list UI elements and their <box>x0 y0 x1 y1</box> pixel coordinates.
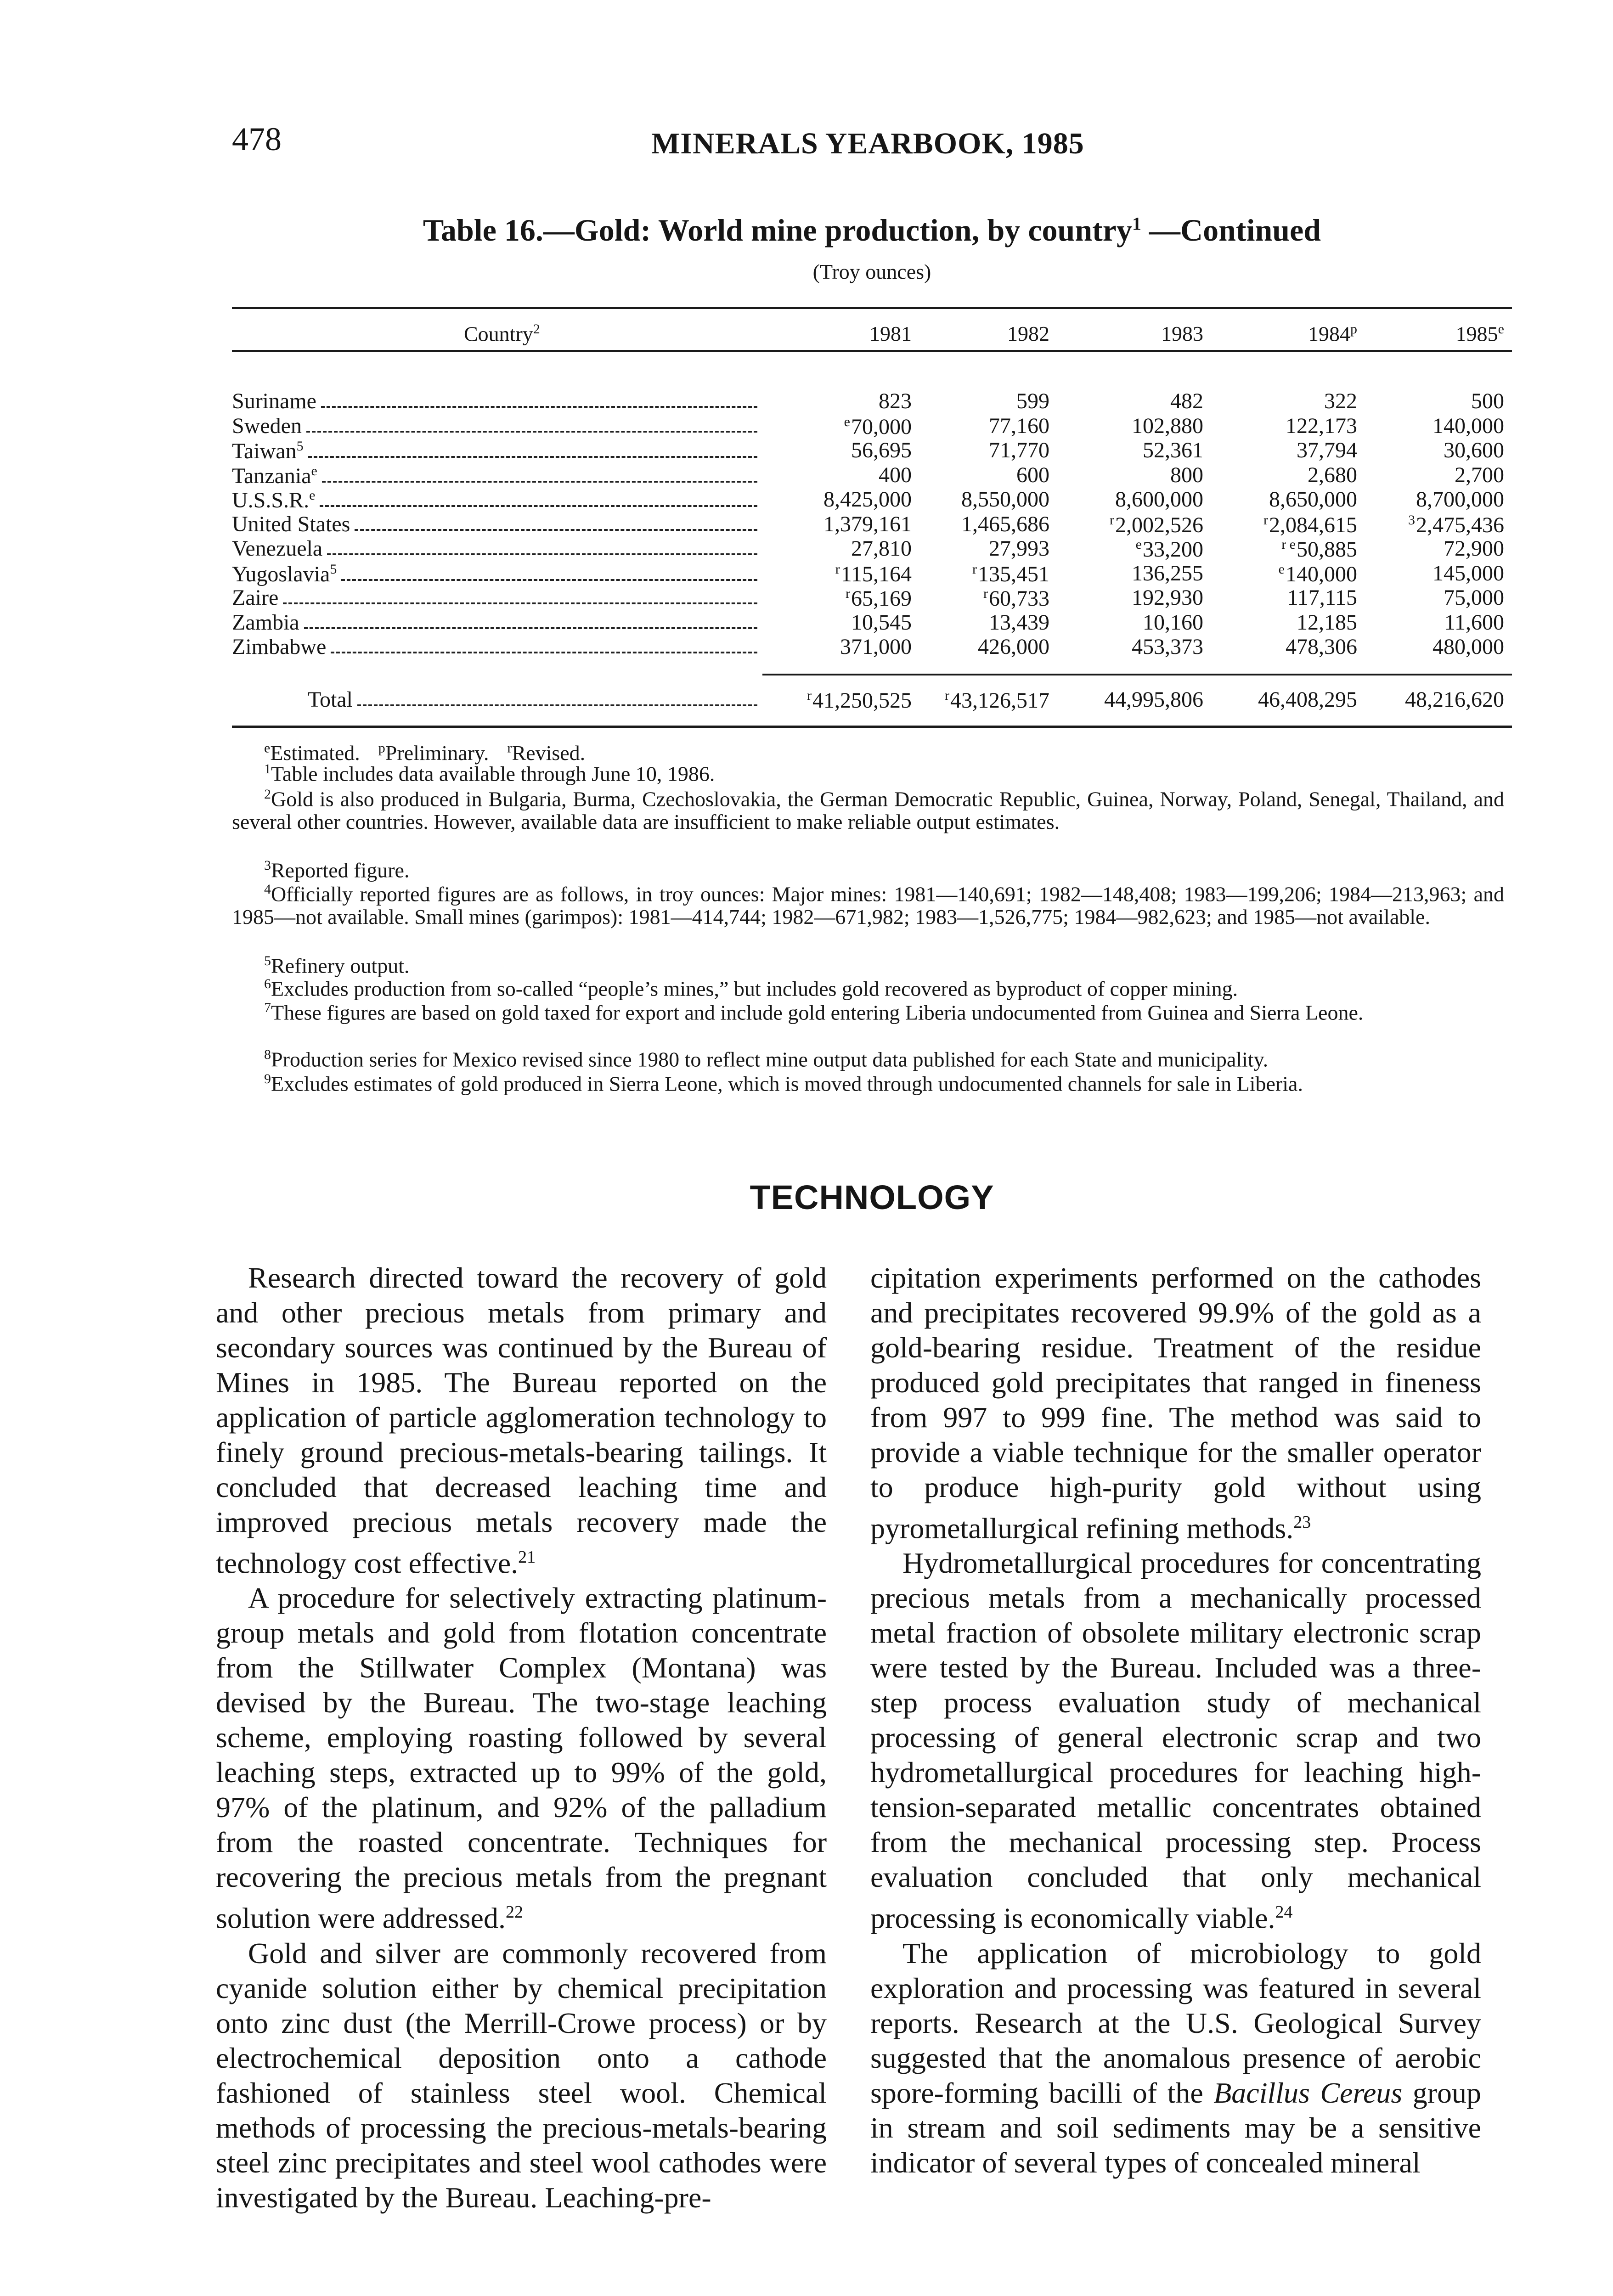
country-label <box>232 513 350 535</box>
cell-value: 27,810 <box>851 536 912 561</box>
table-cell-1985 <box>1385 439 1504 461</box>
table-cell-1982 <box>930 415 1049 437</box>
leader-dashes <box>341 579 757 581</box>
legend-text: Revised. <box>512 741 586 765</box>
table-cell-1985 <box>1385 689 1504 711</box>
page-number: 478 <box>232 121 282 158</box>
table-bottom-rule <box>232 726 1512 728</box>
country-name: Total <box>308 687 353 712</box>
footnote-text: Production series for Mexico revised since 1980 to reflect mine output data published for each State and municipality. <box>271 1047 1269 1071</box>
table-row-zimbabwe <box>232 636 760 658</box>
table-cell-1983 <box>1084 464 1203 486</box>
paragraph <box>870 1546 1481 1936</box>
cell-value: 8,600,000 <box>1115 487 1203 512</box>
table-cell-1981 <box>792 513 912 535</box>
footnote-mark: 4 <box>264 882 271 897</box>
year-header-note: p <box>1350 321 1357 337</box>
table-cell-1985 <box>1385 513 1504 536</box>
table-cell-1984 <box>1238 464 1357 486</box>
table-cell-1981 <box>792 636 912 658</box>
legend-mark: e <box>264 741 271 756</box>
table-cell-1985 <box>1385 587 1504 609</box>
cell-value: 8,550,000 <box>961 487 1049 512</box>
country-note: 5 <box>296 439 304 454</box>
leader-dashes <box>357 704 757 706</box>
cell-value: 44,995,806 <box>1104 687 1203 712</box>
table-cell-1982 <box>930 612 1049 634</box>
leader-dashes <box>306 431 757 433</box>
year-header-1984 <box>1265 321 1357 346</box>
year-header-note: e <box>1498 321 1504 337</box>
table-cell-1983 <box>1084 390 1203 412</box>
country-name: Zaire <box>232 585 279 610</box>
footnote-text: Officially reported figures are as follows, in troy ounces: Major mines: 1981—140,691; 1982—148,408; 1983—199,206; 1984—213,963; and 1985—not available. Small mines (garimpos): 1981—414,744; 1982—671,982; 1983—1,526,775; 1984—982,623; and 1985—not available. <box>232 882 1504 929</box>
year-header-1981 <box>820 321 912 346</box>
footnote-1 <box>232 758 1504 785</box>
cell-value: 43,126,517 <box>950 688 1049 713</box>
cell-value: 70,000 <box>851 415 912 439</box>
paragraph <box>216 1581 827 1936</box>
table-title-text: Table 16.—Gold: World mine production, by country <box>423 213 1132 248</box>
cell-value: 140,000 <box>1286 562 1357 586</box>
legend-text: Preliminary. <box>385 741 489 765</box>
cell-value: 37,794 <box>1297 438 1357 462</box>
table-cell-1982 <box>930 538 1049 560</box>
cell-value: 27,993 <box>989 536 1049 561</box>
cell-value: 8,425,000 <box>823 487 912 512</box>
leader-dashes <box>320 505 757 507</box>
year-header-label: 1985 <box>1455 322 1498 346</box>
cell-flag: r <box>972 562 977 577</box>
table-cell-1985 <box>1385 538 1504 560</box>
country-name: Tanzania <box>232 464 311 488</box>
table-cell-1981 <box>792 538 912 560</box>
footnote-text: Excludes estimates of gold produced in Sierra Leone, which is moved through undocumented channels for sale in Liberia. <box>271 1072 1303 1096</box>
cell-value: 2,475,436 <box>1416 513 1504 537</box>
table-total-rule <box>762 674 1512 675</box>
table-cell-1983 <box>1084 689 1203 711</box>
table-cell-1984 <box>1238 415 1357 437</box>
table-cell-1982 <box>930 439 1049 461</box>
table-cell-1982 <box>930 636 1049 658</box>
table-row-taiwan <box>232 439 760 462</box>
table-cell-1983 <box>1084 489 1203 511</box>
footnote-7 <box>232 996 1504 1024</box>
leader-dashes <box>321 406 757 408</box>
table-cell-1984 <box>1238 489 1357 511</box>
country-label <box>232 636 326 658</box>
cell-flag: e <box>1135 537 1142 552</box>
cell-value: 500 <box>1471 389 1504 413</box>
leader-dashes <box>308 456 757 458</box>
table-header-rule <box>232 350 1512 352</box>
footnote-text: These figures are based on gold taxed for export and include gold entering Liberia undocumented from Guinea and Sierra Leone. <box>271 1001 1364 1024</box>
table-row-united-states <box>232 513 760 535</box>
paragraph-text: group in stream and soil sediments may be a sensitive indicator of several types of concealed mineral <box>870 2076 1481 2179</box>
cell-flag: r <box>846 586 850 601</box>
country-name: Zambia <box>232 610 299 635</box>
leader-dashes <box>283 602 757 604</box>
cell-value: 453,373 <box>1132 635 1203 659</box>
footnote-text: Table includes data available through June 10, 1986. <box>271 762 715 786</box>
body-column-right <box>870 1261 1481 2180</box>
table-cell-1981 <box>792 563 912 585</box>
table-cell-1981 <box>792 464 912 486</box>
table-cell-1985 <box>1385 489 1504 511</box>
footnote-mark: 2 <box>264 787 271 802</box>
cell-value: 13,439 <box>989 610 1049 635</box>
table-cell-1985 <box>1385 612 1504 634</box>
table-row-venezuela <box>232 538 760 560</box>
footnote-mark: 1 <box>264 761 271 777</box>
country-name: Zimbabwe <box>232 635 327 659</box>
table-cell-1985 <box>1385 390 1504 412</box>
cell-value: 46,408,295 <box>1258 687 1357 712</box>
cell-value: 2,002,526 <box>1115 513 1203 537</box>
cell-value: 400 <box>879 463 912 487</box>
footnote-mark: 9 <box>264 1071 271 1086</box>
table-title-suffix: —Continued <box>1141 213 1321 248</box>
country-label <box>232 489 315 512</box>
running-title: MINERALS YEARBOOK, 1985 <box>651 127 1084 160</box>
cell-value: 60,733 <box>989 586 1049 611</box>
cell-flag: r <box>1263 512 1268 528</box>
table-cell-1981 <box>792 390 912 412</box>
cell-value: 823 <box>879 389 912 413</box>
table-row-zaire <box>232 587 760 609</box>
cell-value: 77,160 <box>989 414 1049 438</box>
cell-value: 2,700 <box>1455 463 1504 487</box>
section-heading: TECHNOLOGY <box>750 1178 994 1216</box>
cell-value: 75,000 <box>1444 585 1504 610</box>
reference-number: 22 <box>505 1902 523 1922</box>
cell-value: 48,216,620 <box>1405 687 1504 712</box>
year-header-1982 <box>958 321 1049 346</box>
paragraph-text: Gold and silver are commonly recovered from cyanide solution either by chemical precipitation onto zinc dust (the Merrill-Crowe process) or by electrochemical deposition onto a cathode fashioned of stainless steel wool. Chemical methods of processing the precious-metals-bearing steel zinc precipitates and steel wool cathodes were investigated by the Bureau. Leaching-pre- <box>216 1936 827 2214</box>
cell-value: 10,160 <box>1143 610 1203 635</box>
cell-value: 322 <box>1324 389 1357 413</box>
cell-value: 371,000 <box>840 635 912 659</box>
cell-value: 11,600 <box>1444 610 1504 635</box>
table-cell-1983 <box>1084 612 1203 634</box>
year-header-1983 <box>1111 321 1203 346</box>
footnote-mark: 8 <box>264 1047 271 1062</box>
table-cell-1984 <box>1238 538 1357 561</box>
leader-dashes <box>327 553 757 555</box>
cell-value: 480,000 <box>1433 635 1504 659</box>
country-column-header <box>464 321 540 346</box>
table-cell-1984 <box>1238 513 1357 536</box>
cell-value: 2,680 <box>1308 463 1357 487</box>
paragraph-text: The application of microbiology to gold exploration and processing was featured in several reports. Research at the U.S. Geological Survey suggested that the anomalous presence of aerobic spore-forming bacilli of the <box>870 1936 1481 2109</box>
country-name: Sweden <box>232 414 302 438</box>
country-label <box>232 415 302 437</box>
table-cell-1981 <box>792 415 912 438</box>
country-note: e <box>311 463 317 478</box>
legend-mark: p <box>378 741 385 756</box>
cell-value: 65,169 <box>851 586 912 611</box>
table-cell-1983 <box>1084 538 1203 561</box>
table-top-rule <box>232 307 1512 309</box>
paragraph <box>216 1261 827 1581</box>
country-label <box>232 612 299 634</box>
cell-flag: r <box>835 562 840 577</box>
country-name: Venezuela <box>232 536 323 561</box>
cell-value: 482 <box>1170 389 1203 413</box>
cell-value: 600 <box>1016 463 1049 487</box>
table-row-tanzania <box>232 464 760 487</box>
footnote-9 <box>232 1068 1504 1095</box>
country-label <box>232 390 316 412</box>
table-cell-1984 <box>1238 390 1357 412</box>
footnote-text: Refinery output. <box>271 954 410 978</box>
table-cell-1982 <box>930 587 1049 610</box>
table-cell-1984 <box>1238 587 1357 609</box>
table-cell-1983 <box>1084 563 1203 585</box>
leader-dashes <box>331 652 757 653</box>
cell-flag: r <box>807 688 812 703</box>
footnote-mark: 7 <box>264 1000 271 1015</box>
cell-value: 1,379,161 <box>823 512 912 536</box>
country-name: Suriname <box>232 389 316 413</box>
footnote-2 <box>232 783 1504 833</box>
table-cell-1985 <box>1385 563 1504 585</box>
paragraph-text: Hydrometallurgical procedures for concentrating precious metals from a mechanically processed metal fraction of obsolete military electronic scrap were tested by the Bureau. Included was a three-step process evaluation study of mechanical processing of general electronic scrap and two hydrometallurgical procedures for leaching high-tension-separated metallic concentrates obtained from the mechanical processing step. Process evaluation concluded that only mechanical processing is economically viable. <box>870 1547 1481 1935</box>
cell-value: 8,700,000 <box>1416 487 1504 512</box>
paragraph-italic: Bacillus Cereus <box>1213 2076 1403 2109</box>
cell-value: 52,361 <box>1143 438 1203 462</box>
reference-number: 21 <box>518 1548 536 1567</box>
cell-value: 10,545 <box>851 610 912 635</box>
table-row-u-s-s-r- <box>232 489 760 512</box>
paragraph-text: Research directed toward the recovery of gold and other precious metals from primary and secondary sources was continued by the Bureau of Mines in 1985. The Bureau reported on the application of particle agglomeration technology to finely ground precious-metals-bearing tailings. It concluded that decreased leaching time and improved precious metals recovery made the technology cost effective. <box>216 1261 827 1580</box>
table-units: (Troy ounces) <box>812 260 931 283</box>
footnote-8 <box>232 1043 1504 1071</box>
year-header-label: 1981 <box>869 322 912 345</box>
table-title-footnote: 1 <box>1132 213 1141 234</box>
table-cell-1983 <box>1084 513 1203 536</box>
cell-flag: r e <box>1281 537 1296 552</box>
cell-value: 136,255 <box>1132 561 1203 585</box>
table-cell-1985 <box>1385 415 1504 437</box>
legend-mark: r <box>507 741 512 756</box>
cell-value: 30,600 <box>1444 438 1504 462</box>
leader-dashes <box>304 627 757 629</box>
country-label <box>232 563 337 585</box>
cell-value: 8,650,000 <box>1269 487 1357 512</box>
cell-value: 2,084,615 <box>1269 513 1357 537</box>
country-header-label: Country <box>464 322 533 346</box>
cell-value: 115,164 <box>840 562 912 586</box>
year-header-1985 <box>1412 321 1504 346</box>
cell-value: 1,465,686 <box>961 512 1049 536</box>
table-cell-1984 <box>1238 612 1357 634</box>
reference-number: 24 <box>1275 1902 1293 1922</box>
footnote-mark: 3 <box>264 858 271 873</box>
legend-text: Estimated. <box>270 741 360 765</box>
table-cell-1983 <box>1084 636 1203 658</box>
year-header-label: 1984 <box>1308 322 1350 346</box>
cell-value: 72,900 <box>1444 536 1504 561</box>
table-cell-1984 <box>1238 563 1357 585</box>
country-label <box>232 538 322 560</box>
table-row-yugoslavia <box>232 563 760 585</box>
cell-value: 56,695 <box>851 438 912 462</box>
body-column-left <box>216 1261 827 2215</box>
table-cell-1981 <box>792 689 912 712</box>
cell-value: 50,885 <box>1297 537 1357 562</box>
footnote-text: Excludes production from so-called “people’s mines,” but includes gold recovered as byproduct of copper mining. <box>271 977 1238 1001</box>
table-cell-1982 <box>930 390 1049 412</box>
table-row-total <box>232 689 760 711</box>
cell-flag: r <box>945 688 949 703</box>
table-cell-1982 <box>930 563 1049 585</box>
paragraph-text: cipitation experiments performed on the cathodes and precipitates recovered 99.9% of the gold as a gold-bearing residue. Treatment of the residue produced gold precipitates that ranged in fineness from 997 to 999 fine. The method was said to provide a viable technique for the smaller operator to produce high-purity gold without using pyrometallurgical refining methods. <box>870 1261 1481 1545</box>
paragraph <box>870 1936 1481 2180</box>
cell-value: 122,173 <box>1286 414 1357 438</box>
footnote-text: Reported figure. <box>271 858 410 882</box>
footnote-text: Gold is also produced in Bulgaria, Burma, Czechoslovakia, the German Democratic Republic, Guinea, Norway, Poland, Senegal, Thailand, and several other countries. However, available data are insufficient to make reliable output estimates. <box>232 787 1504 834</box>
table-cell-1981 <box>792 489 912 511</box>
table-row-suriname <box>232 390 760 412</box>
table-cell-1982 <box>930 689 1049 712</box>
country-label <box>232 689 353 711</box>
year-header-label: 1983 <box>1161 322 1203 345</box>
table-cell-1982 <box>930 464 1049 486</box>
cell-value: 117,115 <box>1287 585 1357 610</box>
cell-flag: e <box>1278 562 1285 577</box>
cell-value: 192,930 <box>1132 585 1203 610</box>
country-note: e <box>309 488 316 503</box>
cell-value: 599 <box>1016 389 1049 413</box>
cell-value: 102,880 <box>1132 414 1203 438</box>
table-cell-1983 <box>1084 415 1203 437</box>
country-name: Yugoslavia <box>232 562 330 586</box>
country-note: 5 <box>330 562 337 577</box>
paragraph <box>870 1261 1481 1546</box>
cell-value: 12,185 <box>1297 610 1357 635</box>
cell-value: 33,200 <box>1143 537 1203 562</box>
footnote-mark: 5 <box>264 953 271 968</box>
table-title <box>232 212 1512 248</box>
cell-value: 426,000 <box>978 635 1049 659</box>
leader-dashes <box>322 481 757 483</box>
table-cell-1985 <box>1385 464 1504 486</box>
cell-flag: 3 <box>1408 512 1415 528</box>
table-cell-1984 <box>1238 439 1357 461</box>
table-cell-1981 <box>792 587 912 610</box>
table-cell-1983 <box>1084 439 1203 461</box>
country-name: Taiwan <box>232 439 297 463</box>
year-header-label: 1982 <box>1007 322 1049 345</box>
table-cell-1981 <box>792 612 912 634</box>
table-cell-1981 <box>792 439 912 461</box>
paragraph-text: A procedure for selectively extracting platinum-group metals and gold from flotation concentrate from the Stillwater Complex (Montana) was devised by the Bureau. The two-stage leaching scheme, employing roasting followed by several leaching steps, extracted up to 99% of the gold, 97% of the platinum, and 92% of the palladium from the roasted concentrate. Techniques for recovering the precious metals from the pregnant solution were addressed. <box>216 1581 827 1935</box>
table-cell-1982 <box>930 489 1049 511</box>
table-cell-1982 <box>930 513 1049 535</box>
reference-number: 23 <box>1293 1513 1311 1532</box>
cell-flag: r <box>983 586 988 601</box>
leader-dashes <box>355 529 757 531</box>
table-row-sweden <box>232 415 760 437</box>
footnote-4 <box>232 878 1504 929</box>
cell-flag: e <box>844 414 850 429</box>
footnote-mark: 6 <box>264 976 271 991</box>
country-label <box>232 587 278 609</box>
table-cell-1984 <box>1238 689 1357 711</box>
cell-flag: r <box>1110 512 1114 528</box>
country-label <box>232 439 304 462</box>
country-name: U.S.S.R. <box>232 488 310 512</box>
country-header-note: 2 <box>533 321 540 337</box>
table-cell-1985 <box>1385 636 1504 658</box>
table-cell-1984 <box>1238 636 1357 658</box>
cell-value: 145,000 <box>1433 561 1504 585</box>
table-cell-1983 <box>1084 587 1203 609</box>
cell-value: 478,306 <box>1286 635 1357 659</box>
table-row-zambia <box>232 612 760 634</box>
cell-value: 71,770 <box>989 438 1049 462</box>
cell-value: 41,250,525 <box>812 688 912 713</box>
paragraph <box>216 1936 827 2215</box>
cell-value: 135,451 <box>978 562 1049 586</box>
cell-value: 140,000 <box>1433 414 1504 438</box>
country-label <box>232 464 317 487</box>
cell-value: 800 <box>1170 463 1203 487</box>
country-name: United States <box>232 512 350 536</box>
